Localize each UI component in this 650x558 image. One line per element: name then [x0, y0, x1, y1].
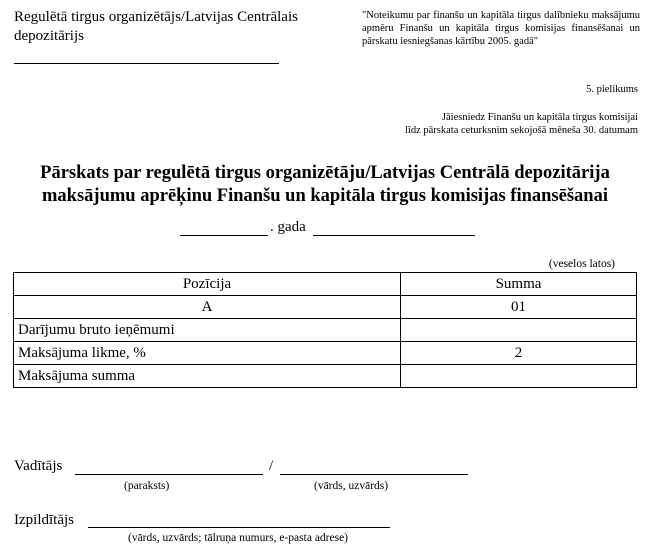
executor-label: Izpildītājs	[14, 512, 74, 528]
signature-separator: /	[269, 458, 274, 474]
row-label: Maksājuma summa	[14, 365, 401, 388]
manager-label: Vadītājs	[14, 458, 63, 474]
document-title-line2: maksājumu aprēķinu Finanšu un kapitāla tirgus komisijas finansēšanai	[42, 186, 608, 206]
signature-caption: (paraksts)	[124, 480, 170, 492]
table-code-row	[14, 296, 637, 319]
submission-note-line2: līdz pārskata ceturksnim sekojošā mēneša 30. datumam	[405, 125, 638, 136]
reporting-entity-line2: depozitārijs	[14, 28, 84, 44]
executor-details-blank[interactable]	[88, 527, 390, 528]
table-row	[14, 342, 637, 365]
regulation-reference: "Noteikumu par finanšu un kapitāla tirgus dalībnieku maksājumu apmēru Finanšu un kapitāla tirgus komisijas finansēšanai un pārskatu iesniegšanas kārtību 2005. gadā"	[362, 10, 640, 47]
row-value[interactable]	[401, 319, 637, 342]
period-blank[interactable]	[313, 235, 475, 236]
row-label: Darījumu bruto ieņēmumi	[14, 319, 401, 342]
manager-signature-blank[interactable]	[75, 474, 263, 475]
table-row	[14, 365, 637, 388]
code-amount: 01	[401, 296, 637, 319]
entity-name-blank[interactable]	[14, 63, 279, 64]
name-caption: (vārds, uzvārds)	[314, 480, 389, 492]
row-value[interactable]	[401, 365, 637, 388]
year-blank[interactable]	[180, 235, 268, 236]
header-position: Pozīcija	[14, 273, 401, 296]
submission-note-line1: Jāiesniedz Finanšu un kapitāla tirgus komisijai	[441, 112, 638, 123]
document-title-line1: Pārskats par regulētā tirgus organizētāju/Latvijas Centrālā depozitārija	[40, 163, 610, 183]
appendix-number: 5. pielikums	[586, 84, 638, 95]
row-label: Maksājuma likme, %	[14, 342, 401, 365]
table-row	[14, 319, 637, 342]
row-value[interactable]: 2	[401, 342, 637, 365]
reporting-entity	[14, 8, 314, 46]
year-label: . gada	[270, 219, 306, 235]
submission-note	[405, 111, 638, 137]
header-amount: Summa	[401, 273, 637, 296]
code-position: A	[14, 296, 401, 319]
report-table	[13, 272, 637, 388]
units-note: (veselos latos)	[548, 258, 615, 270]
manager-name-blank[interactable]	[280, 474, 468, 475]
table-header-row	[14, 273, 637, 296]
reporting-entity-line1: Regulētā tirgus organizētājs/Latvijas Centrālais	[14, 9, 298, 25]
executor-caption: (vārds, uzvārds; tālruņa numurs, e-pasta adrese)	[128, 532, 349, 544]
document-title	[0, 162, 650, 208]
